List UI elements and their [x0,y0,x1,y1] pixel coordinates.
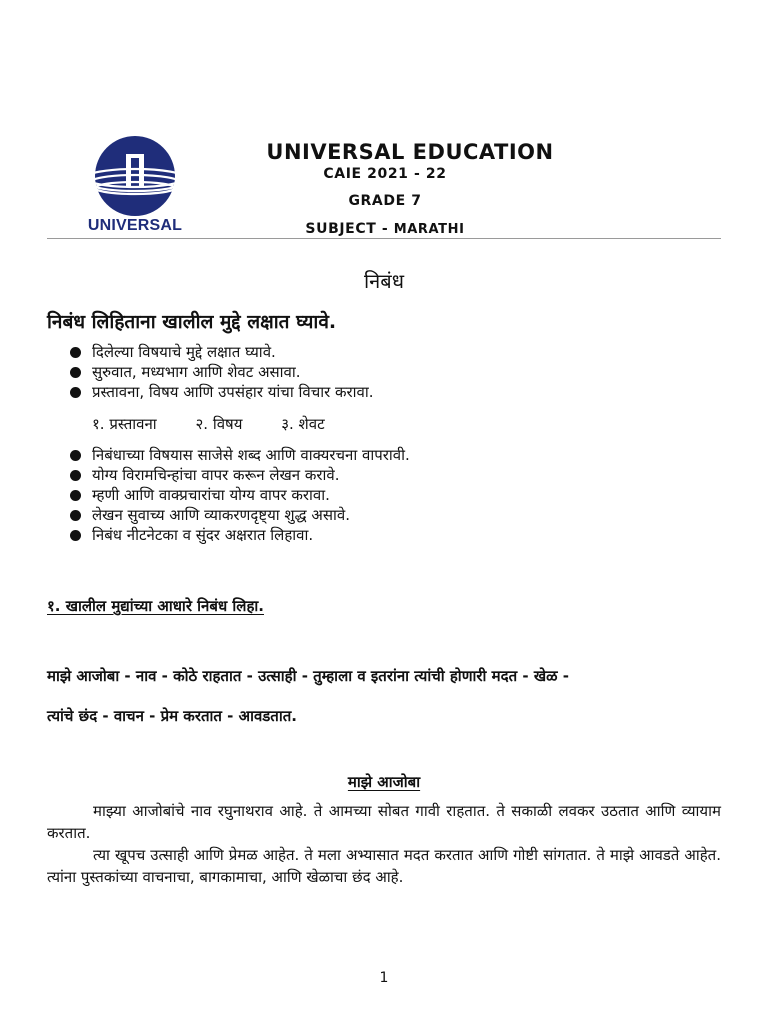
logo-wordmark: UNIVERSAL [87,217,183,234]
school-name: UNIVERSAL EDUCATION [266,140,554,164]
subject-label: SUBJECT - [305,221,394,237]
essay-points [47,664,727,744]
list-item: दिलेल्या विषयाचे मुद्दे लक्षात घ्यावे. [68,342,374,362]
page-number: 1 [379,970,389,986]
instructions-title: निबंध [364,269,404,293]
instructions-subtitle: निबंध लिहिताना खालील मुद्दे लक्षात घ्यावे. [47,311,337,333]
universal-logo [82,136,188,236]
exam-session: CAIE 2021 - 22 [323,166,447,182]
list-item: लेखन सुवाच्य आणि व्याकरणदृष्ट्या शुद्ध असावे. [68,505,410,525]
list-item: प्रस्तावना, विषय आणि उपसंहार यांचा विचार करावा. [68,382,374,402]
option-item: १. प्रस्तावना [92,415,157,433]
subject-value: MARATHI [393,222,465,237]
list-item: निबंधाच्या विषयास साजेसे शब्द आणि वाक्यरचना वापरावी. [68,445,410,465]
essay-paragraph: त्या खूपच उत्साही आणि प्रेमळ आहेत. ते मला अभ्यासात मदत करतात आणि गोष्टी सांगतात. ते माझे आवडते आहेत. त्यांना पुस्तकांच्या वाचनाचा, बागकामाचा, आणि खेळाचा छंद आहे. [47,846,721,886]
option-item: ३. शेवट [281,415,325,433]
essay-body [47,800,721,888]
instruction-list-2 [68,445,410,545]
list-item: निबंध नीटनेटका व सुंदर अक्षरात लिहावा. [68,525,410,545]
list-item: म्हणी आणि वाक्प्रचारांचा योग्य वापर करावा. [68,485,410,505]
points-line-1: माझे आजोबा - नाव - कोठे राहतात - उत्साही - तुम्हाला व इतरांना त्यांची होणारी मदत - खेळ - [47,667,569,685]
essay-paragraph: माझ्या आजोबांचे नाव रघुनाथराव आहे. ते आमच्या सोबत गावी राहतात. ते सकाळी लवकर उठतात आणि व्यायाम करतात. [47,802,721,842]
instruction-list-1 [68,342,374,402]
structure-options [92,414,359,434]
option-item: २. विषय [195,415,243,433]
points-line-2: त्यांचे छंद - वाचन - प्रेम करतात - आवडतात. [47,707,297,725]
header-divider [47,238,721,239]
essay-title: माझे आजोबा [347,773,421,791]
list-item: योग्य विरामचिन्हांचा वापर करून लेखन करावे. [68,465,410,485]
globe-icon [82,136,188,218]
grade-label: GRADE 7 [348,193,422,209]
list-item: सुरुवात, मध्यभाग आणि शेवट असावा. [68,362,374,382]
subject-line [250,221,520,237]
question-label: १. खालील मुद्यांच्या आधारे निबंध लिहा. [47,597,264,615]
